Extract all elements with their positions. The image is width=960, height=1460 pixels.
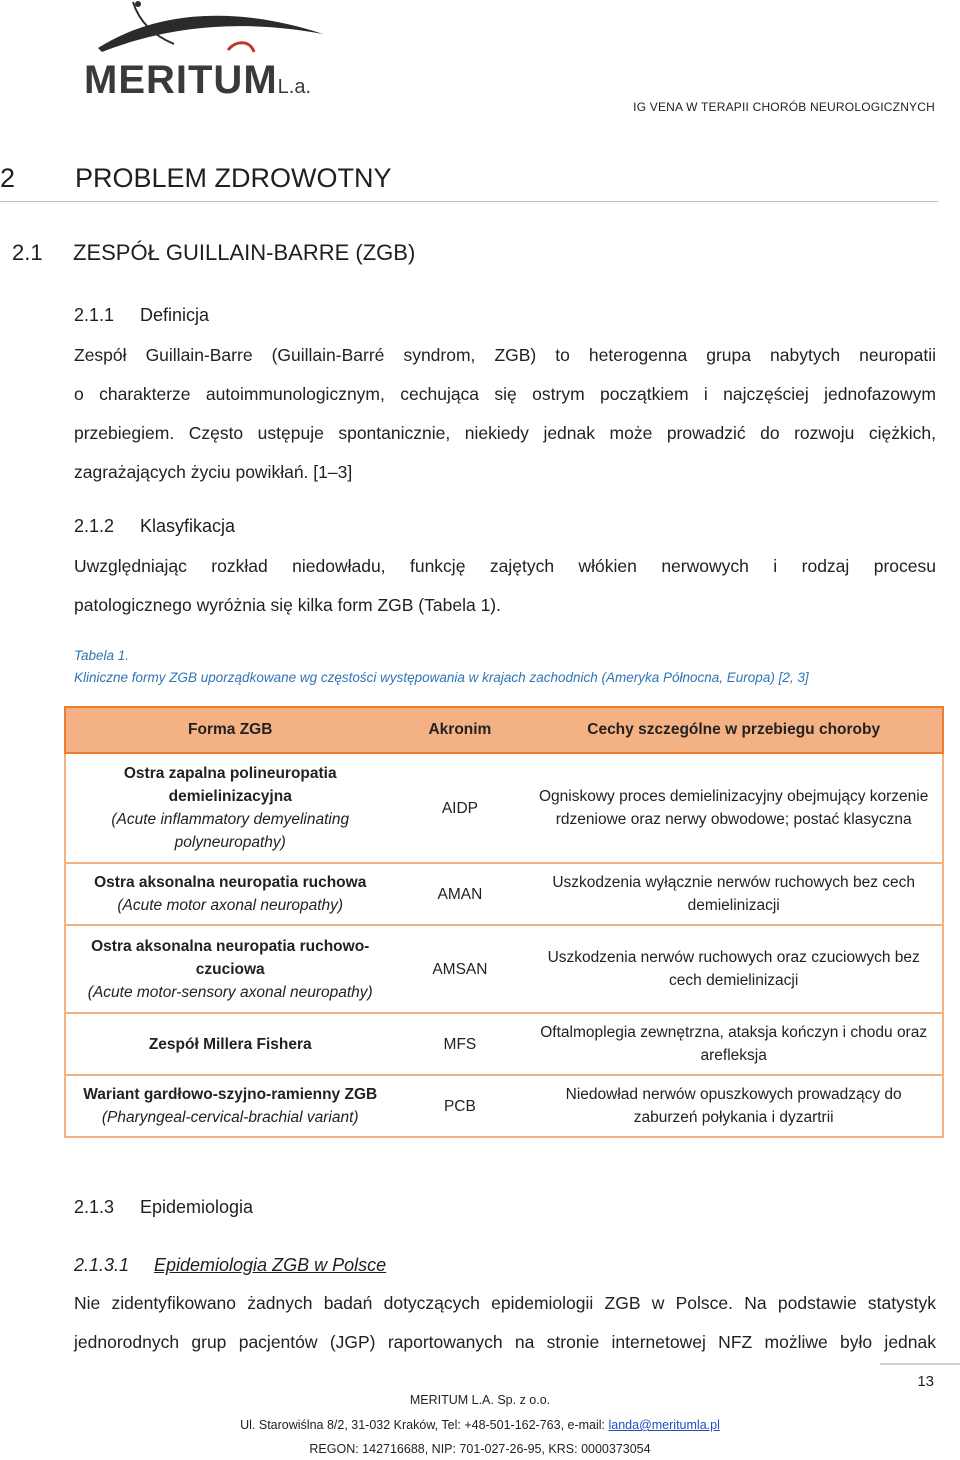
- form-name: Ostra zapalna polineuropatia demielinizacyjna: [123, 765, 337, 805]
- table-caption-text: Kliniczne formy ZGB uporządkowane wg częstości występowania w krajach zachodnich (Ameryka Północna, Europa) [2, 3]: [74, 670, 809, 685]
- classification-number: 2.1.2: [74, 516, 115, 536]
- epidemiology-pl-number: 2.1.3.1: [74, 1255, 130, 1275]
- paragraph-line: zagrażających życiu powikłań. [1–3]: [74, 462, 353, 482]
- page-number-divider: [880, 1363, 960, 1365]
- definition-paragraph: [74, 336, 936, 492]
- paragraph-line: Nie zidentyfikowano żadnych badań dotyczących epidemiologii ZGB w Polsce. Na podstawie statystyk: [74, 1293, 936, 1313]
- classification-heading: [74, 516, 236, 537]
- logo-suffix-text: L.a.: [277, 76, 311, 98]
- features-cell: Niedowład nerwów opuszkowych prowadzący do zaburzeń połykania i dyzartrii: [525, 1075, 943, 1137]
- paragraph-line: przebiegiem. Często ustępuje spontanicznie, niekiedy jednak może prowadzić do rozwoju ciężkich,: [74, 423, 936, 443]
- acronym-cell: AMSAN: [394, 925, 525, 1013]
- epidemiology-title: Epidemiologia: [140, 1197, 254, 1217]
- table-row: [65, 1013, 943, 1075]
- section-divider: [0, 201, 938, 202]
- footer-registry: REGON: 142716688, NIP: 701-027-26-95, KRS: 0000373054: [309, 1442, 651, 1456]
- subsection-number: 2.1: [12, 240, 43, 265]
- footer-company: MERITUM L.A. Sp. z o.o.: [409, 1393, 551, 1407]
- footer-address: [0, 1418, 960, 1432]
- subsection-heading: [12, 240, 416, 266]
- table-row: [65, 925, 943, 1013]
- table-caption: [74, 645, 809, 689]
- epidemiology-heading: [74, 1197, 254, 1218]
- logo-main-text: MERITUM: [84, 58, 278, 102]
- table-row: [65, 1075, 943, 1137]
- acronym-cell: AIDP: [394, 753, 525, 863]
- form-english-name: (Pharyngeal-cervical-brachial variant): [101, 1109, 359, 1126]
- epidemiology-pl-title: Epidemiologia ZGB w Polsce: [154, 1255, 387, 1275]
- features-cell: Ogniskowy proces demielinizacyjny obejmujący korzenie rdzeniowe oraz nerwy obwodowe; postać klasyczna: [525, 753, 943, 863]
- table-caption-label: Tabela 1.: [74, 648, 130, 663]
- column-header: Akronim: [394, 707, 525, 753]
- acronym-cell: MFS: [394, 1013, 525, 1075]
- zgb-forms-table: [64, 706, 944, 1138]
- epidemiology-number: 2.1.3: [74, 1197, 115, 1217]
- form-cell: [65, 1013, 394, 1075]
- features-cell: Uszkodzenia wyłącznie nerwów ruchowych bez cech demielinizacji: [525, 863, 943, 925]
- form-cell: [65, 1075, 394, 1137]
- paragraph-line: o charakterze autoimmunologicznym, cechująca się ostrym początkiem i najczęściej jednofazowym: [74, 384, 936, 404]
- definition-number: 2.1.1: [74, 305, 115, 325]
- page-number: 13: [917, 1373, 934, 1390]
- features-cell: Oftalmoplegia zewnętrzna, ataksja kończyn i chodu oraz arefleksja: [525, 1013, 943, 1075]
- paragraph-line: Zespół Guillain-Barre (Guillain-Barré syndrom, ZGB) to heterogenna grupa nabytych neuropatii: [74, 345, 936, 365]
- table-header-row: [65, 707, 943, 753]
- classification-title: Klasyfikacja: [140, 516, 236, 536]
- features-cell: Uszkodzenia nerwów ruchowych oraz czuciowych bez cech demielinizacji: [525, 925, 943, 1013]
- subsection-title: ZESPÓŁ GUILLAIN-BARRE (ZGB): [73, 240, 416, 265]
- table-row: [65, 863, 943, 925]
- section-title: PROBLEM ZDROWOTNY: [75, 163, 392, 193]
- form-english-name: (Acute inflammatory demyelinating polyneuropathy): [111, 811, 350, 851]
- form-name: Zespół Millera Fishera: [148, 1035, 312, 1053]
- column-header: Cechy szczególne w przebiegu choroby: [525, 707, 943, 753]
- form-english-name: (Acute motor-sensory axonal neuropathy): [87, 983, 373, 1001]
- form-cell: [65, 753, 394, 863]
- paragraph-line: Uwzględniając rozkład niedowładu, funkcję zajętych włókien nerwowych i rodzaj procesu: [74, 556, 936, 576]
- form-name: Ostra aksonalna neuropatia ruchowo-czuciowa: [91, 937, 370, 978]
- form-cell: [65, 863, 394, 925]
- column-header: Forma ZGB: [65, 707, 394, 753]
- company-logo: [78, 0, 338, 104]
- paragraph-line: patologicznego wyróżnia się kilka form ZGB (Tabela 1).: [74, 595, 501, 615]
- epidemiology-pl-heading: [74, 1255, 387, 1276]
- paragraph-line: jednorodnych grup pacjentów (JGP) raportowanych na stronie internetowej NFZ możliwe było jednak: [74, 1332, 936, 1352]
- table-row: [65, 753, 943, 863]
- footer-address-text: Ul. Starowiślna 8/2, 31-032 Kraków, Tel: +48-501-162-763, e-mail:: [240, 1418, 609, 1432]
- form-cell: [65, 925, 394, 1013]
- form-name: Wariant gardłowo-szyjno-ramienny ZGB: [83, 1086, 378, 1103]
- definition-title: Definicja: [140, 305, 210, 325]
- acronym-cell: AMAN: [394, 863, 525, 925]
- acronym-cell: PCB: [394, 1075, 525, 1137]
- classification-paragraph: [74, 547, 936, 625]
- form-name: Ostra aksonalna neuropatia ruchowa: [94, 874, 367, 891]
- definition-heading: [74, 305, 210, 326]
- running-title: IG VENA W TERAPII CHORÓB NEUROLOGICZNYCH: [633, 100, 935, 114]
- epidemiology-paragraph: [74, 1284, 936, 1362]
- footer-email-link[interactable]: landa@meritumla.pl: [608, 1418, 720, 1432]
- section-number: 2: [0, 163, 16, 193]
- form-english-name: (Acute motor axonal neuropathy): [117, 897, 344, 914]
